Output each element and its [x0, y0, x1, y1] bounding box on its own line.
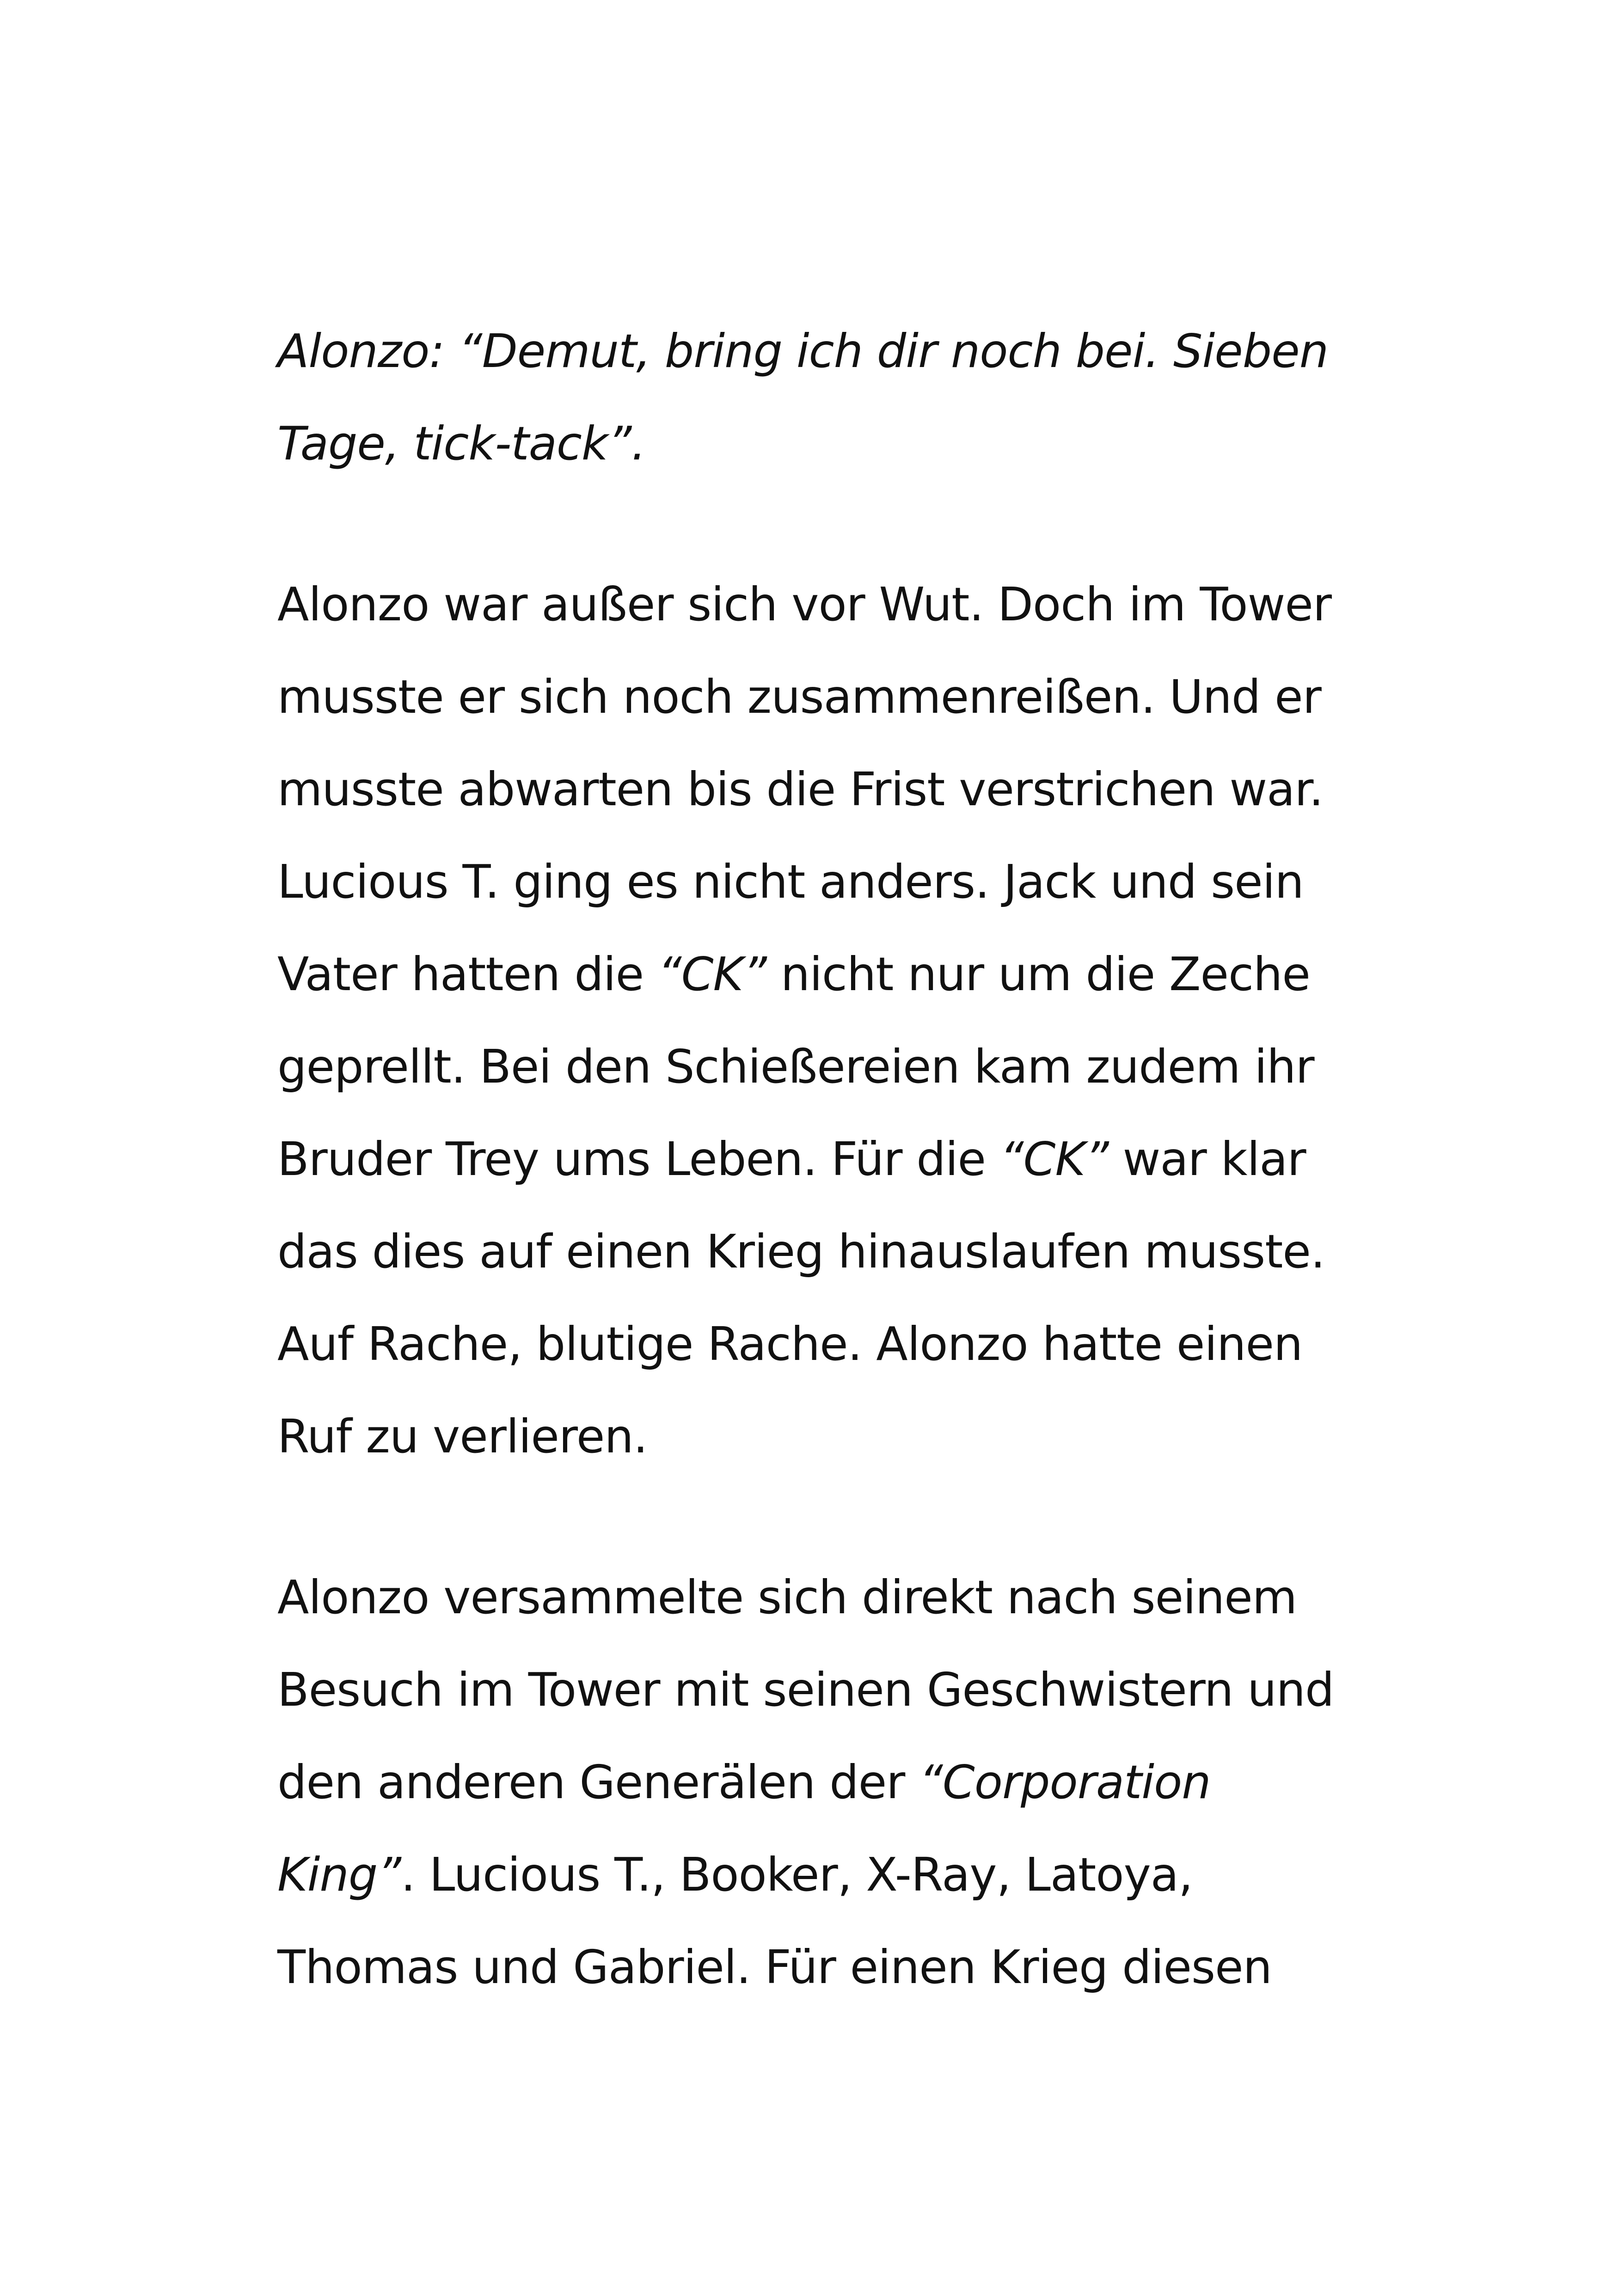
text-run: nicht nur um die Zeche	[766, 947, 1310, 1001]
text-line	[277, 1206, 1359, 1298]
text-run: Lucious T. ging es nicht anders. Jack und sein	[277, 855, 1304, 909]
text-run: Thomas und Gabriel. Für einen Krieg diesen	[277, 1940, 1272, 1994]
italic-text-run: Alonzo: “Demut, bring ich dir noch bei. Sieben	[277, 324, 1329, 378]
text-run: geprellt. Bei den Schießereien kam zudem ihr	[277, 1040, 1314, 1094]
text-line	[277, 1829, 1359, 1921]
text-run: Alonzo versammelte sich direkt nach seinem	[277, 1570, 1297, 1624]
text-run: Ruf zu verlieren.	[277, 1409, 648, 1463]
text-line	[277, 1113, 1359, 1206]
text-line	[277, 651, 1359, 743]
text-run: Vater hatten die	[277, 947, 658, 1001]
text-run: . Lucious T., Booker, X-Ray, Latoya,	[401, 1848, 1193, 1902]
text-line	[277, 1736, 1359, 1829]
text-line	[277, 928, 1359, 1021]
text-run: musste abwarten bis die Frist verstrichen war.	[277, 762, 1324, 816]
italic-text-run: “CK”	[999, 1132, 1109, 1186]
text-line	[277, 743, 1359, 836]
paragraph-body	[277, 558, 1359, 1483]
text-line	[277, 836, 1359, 928]
text-run: den anderen Generälen der	[277, 1755, 919, 1809]
text-line	[277, 305, 1359, 398]
text-run: Auf Rache, blutige Rache. Alonzo hatte einen	[277, 1317, 1303, 1371]
text-line	[277, 1390, 1359, 1483]
italic-text-run: “Corporation	[919, 1755, 1211, 1809]
text-line	[277, 1644, 1359, 1736]
text-run: Besuch im Tower mit seinen Geschwistern und	[277, 1663, 1334, 1717]
text-line	[277, 398, 1359, 490]
text-run: musste er sich noch zusammenreißen. Und er	[277, 670, 1321, 724]
text-line	[277, 1021, 1359, 1113]
text-run: Alonzo war außer sich vor Wut. Doch im Tower	[277, 577, 1332, 631]
text-line	[277, 1551, 1359, 1644]
text-line	[277, 1298, 1359, 1390]
text-run: Bruder Trey ums Leben. Für die	[277, 1132, 1000, 1186]
italic-text-run: Tage, tick-tack”.	[277, 416, 646, 471]
text-line	[277, 558, 1359, 651]
paragraph-body	[277, 1551, 1359, 2014]
italic-text-run: “CK”	[657, 947, 766, 1001]
text-run: war klar	[1108, 1132, 1306, 1186]
text-line	[277, 1921, 1359, 2014]
text-run: das dies auf einen Krieg hinauslaufen musste.	[277, 1225, 1325, 1279]
italic-text-run: King”	[277, 1848, 401, 1902]
paragraph-dialogue	[277, 305, 1359, 490]
